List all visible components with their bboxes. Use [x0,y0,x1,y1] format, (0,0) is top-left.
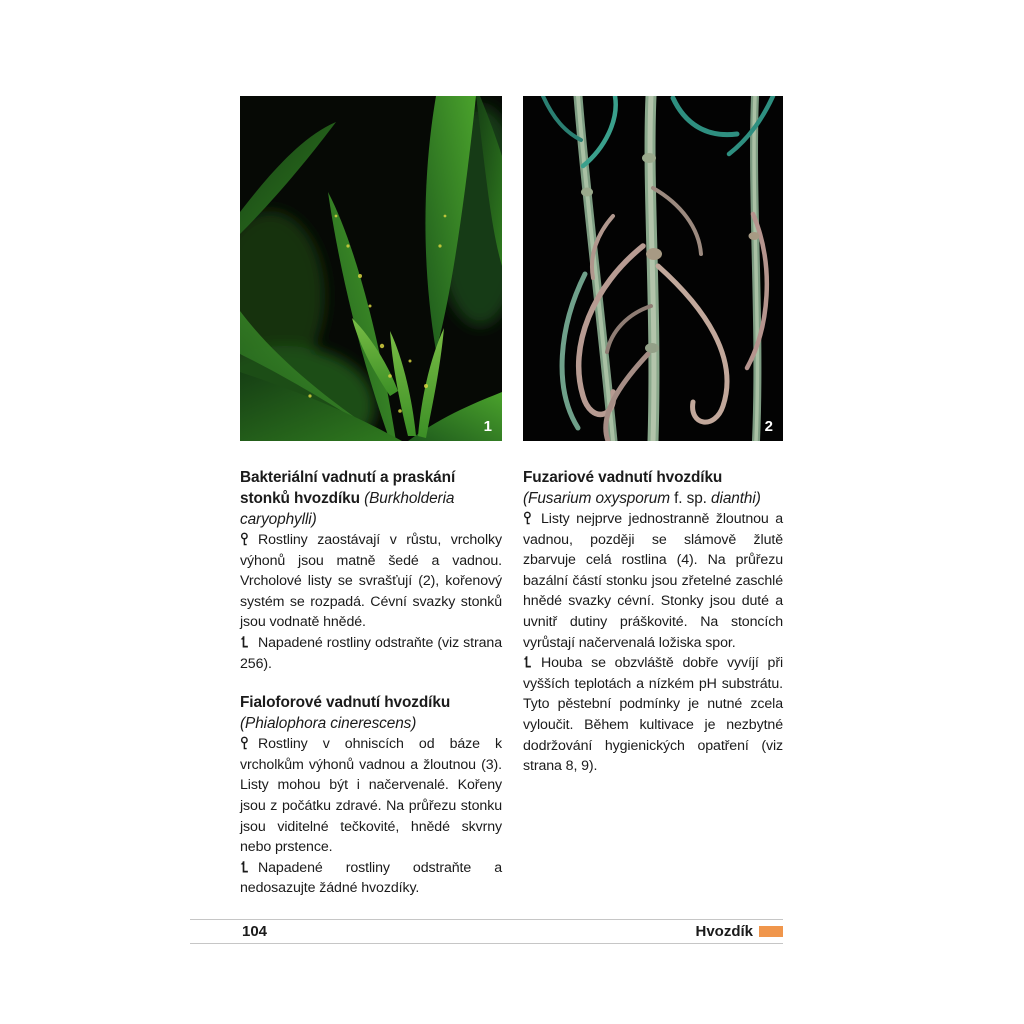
measures-text: Houba se obzvláště dobře vyvíjí při vyšších teplotách a nízkém pH substrátu. Tyto pěstební podmínky je nutné zcela vyloučit. Během kultivace je nezbytné dodržování hygienických opatření (viz strana 8, 9). [523,655,783,775]
measure-icon [240,633,258,654]
symptoms-text: Rostliny zaostávají v růstu, vrcholky výhonů jsou matně šedé a vadnou. Vrcholové listy se svrašťují (2), kořenový systém se rozpadá. Cévní svazky stonků jsou vodnatě hnědé. [240,532,502,631]
entry-title-bold: Fuzariové vadnutí hvozdíku [523,469,723,486]
latin-name-italic-b: dianthi) [711,490,761,507]
page-number: 104 [242,923,268,940]
symptom-icon [523,509,541,530]
wilted-stems-illustration [523,96,783,441]
symptom-icon [240,734,258,755]
carnation-leaves-illustration [240,96,502,441]
footer-topic-group [695,923,783,940]
measures-paragraph [240,858,502,899]
measure-icon [523,653,541,674]
symptoms-text: Rostliny v ohniscích od báze k vrcholkům výhonů vadnou a žloutnou (3). Listy mohou být i načervenalé. Kořeny jsou z počátku zdravé. Na průřezu stonku jsou viditelné tečkovité, hnědé skvrny nebo prstence. [240,736,502,856]
latin-name: (Burkholderia caryophylli) [240,490,455,528]
left-text-column [240,467,502,899]
measures-paragraph [240,633,502,674]
disease-entry-phialophora-wilt [240,692,502,899]
disease-entry-fusarium-wilt [523,467,783,777]
symptoms-paragraph [240,530,502,633]
photo-fusarium-wilt [523,96,783,441]
entry-title [240,692,502,734]
footer-topic: Hvozdík [695,923,753,940]
right-text-column [523,467,783,777]
measure-icon [240,858,258,879]
photo-number-badge: 1 [483,418,492,435]
page-footer [190,919,783,944]
entry-title-bold: Bakteriální vadnutí a praskání stonků hvozdíku [240,469,456,507]
photo-number-badge: 2 [764,418,773,435]
orange-tab-marker [759,926,783,937]
entry-title [240,467,502,530]
entry-title-bold: Fialoforové vadnutí hvozdíku [240,694,451,712]
photo-bacterial-wilt [240,96,502,441]
symptoms-text: Listy nejprve jednostranně žloutnou a vadnou, později se slámově žlutě zbarvuje celá rostlina (4). Na průřezu bazální částí stonku jsou zřetelné zaschlé hnědé svazky cévní. Stonky jsou duté a uvnitř dutiny práškovité. Na stoncích vyrůstají načervenalá ložiska spor. [523,511,783,651]
latin-name-roman: f. sp. [669,490,712,507]
symptoms-paragraph [523,509,783,653]
measures-text: Napadené rostliny odstraňte (viz strana 256). [240,634,502,672]
symptoms-paragraph [240,734,502,858]
latin-name: (Fusarium oxysporum [523,490,670,507]
entry-title [523,467,783,509]
disease-entry-bacterial-wilt [240,467,502,674]
measures-paragraph [523,653,783,777]
latin-name: (Phialophora cinerescens) [240,715,417,733]
symptom-icon [240,530,258,551]
measures-text: Napadené rostliny odstraňte a nedosazujte žádné hvozdíky. [240,859,502,897]
